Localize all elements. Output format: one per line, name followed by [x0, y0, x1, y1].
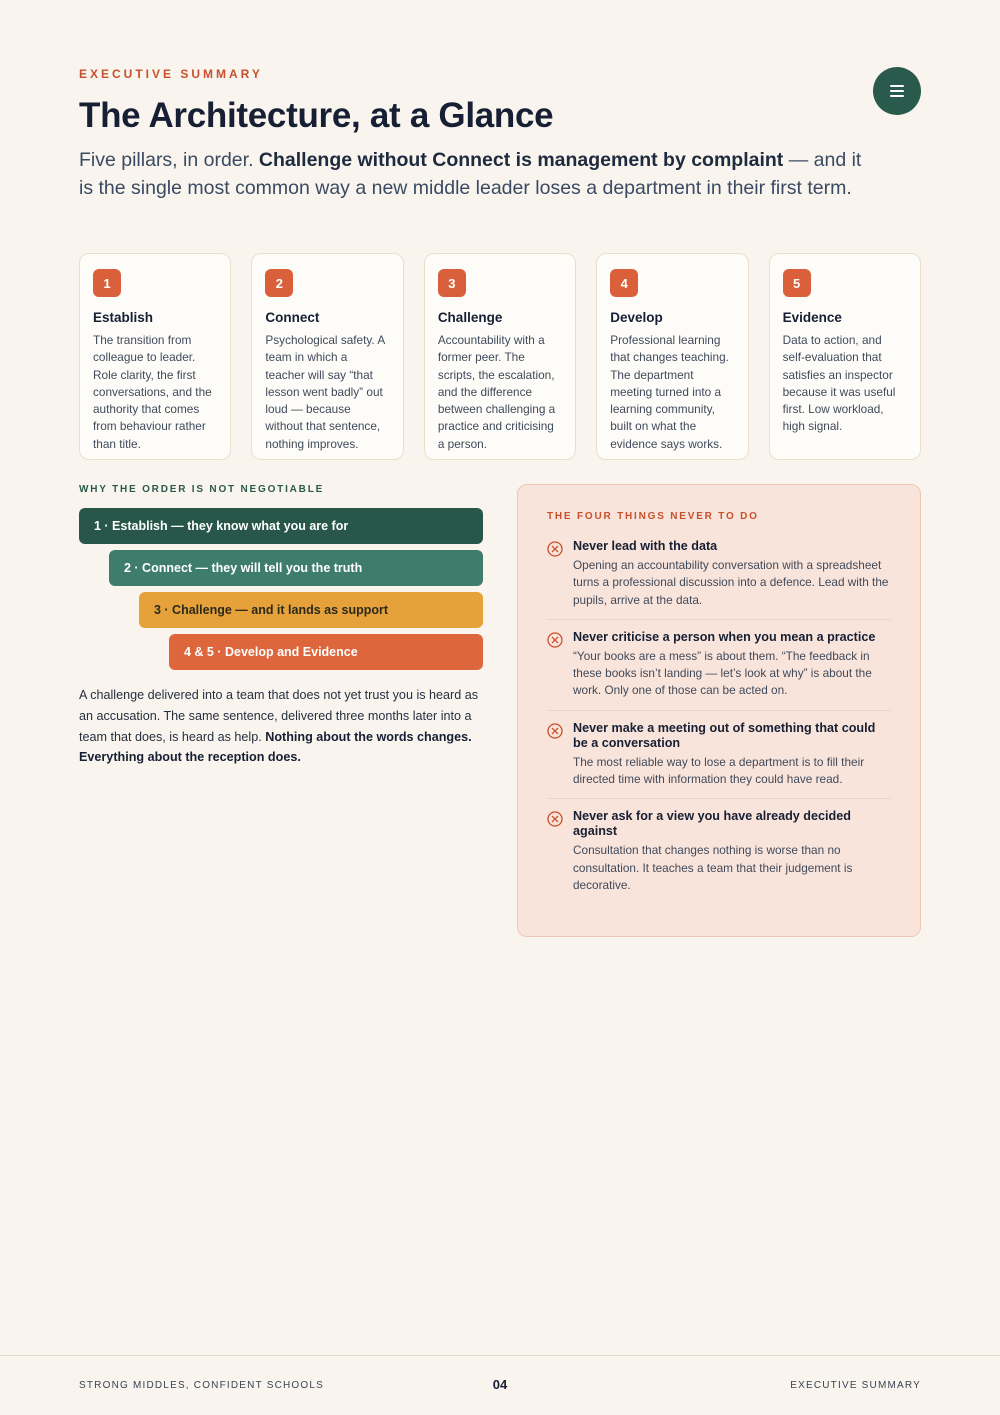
order-body: A challenge delivered into a team that does not yet trust you is heard as an accusation. The same sentence, delivered three months later into a team that does, is heard as help. [79, 688, 479, 744]
footer-divider [0, 1355, 1000, 1356]
order-step-establish: 1 · Establish — they know what you are for [79, 508, 483, 544]
pillar-title: Evidence [782, 310, 842, 325]
x-circle-icon [547, 811, 563, 827]
footer-section-name: EXECUTIVE SUMMARY [790, 1380, 921, 1391]
order-step-develop-evidence: 4 & 5 · Develop and Evidence [169, 634, 483, 670]
pillar-number-badge: 2 [265, 269, 293, 297]
pillars-row [79, 253, 921, 460]
footer-page-number: 04 [492, 1377, 508, 1392]
footer-publication-title: STRONG MIDDLES, CONFIDENT SCHOOLS [79, 1380, 324, 1391]
pillar-number-badge: 5 [783, 269, 811, 297]
order-step-challenge: 3 · Challenge — and it lands as support [139, 592, 483, 628]
pillar-number-badge: 4 [610, 269, 638, 297]
pillar-number-badge: 1 [93, 269, 121, 297]
never-item [547, 539, 891, 619]
pillar-description: Data to action, and self-evaluation that satisfies an inspector because it was useful first. Low workload, high signal. [782, 333, 896, 434]
never-item [547, 619, 891, 710]
never-item-heading: Never make a meeting out of something that could be a conversation [573, 720, 876, 750]
never-item-body: “Your books are a mess” is about them. “The feedback in these books isn’t landing — let’s look at why” is about the work. Only one of those can be acted on. [573, 648, 872, 698]
never-item-heading: Never criticise a person when you mean a practice [573, 629, 876, 644]
never-item-body: Consultation that changes nothing is worse than no consultation. It teaches a team that their judgement is decorative. [573, 843, 853, 892]
pillar-card-challenge [424, 253, 576, 460]
pillar-description: Accountability with a former peer. The scripts, the escalation, and the difference between challenging a practice and criticising a person. [437, 333, 556, 451]
never-do-panel [517, 484, 921, 937]
intro-lead: Five pillars, in order. [79, 149, 259, 171]
never-item-heading: Never ask for a view you have already decided against [573, 809, 851, 839]
x-circle-icon [547, 723, 563, 739]
pillar-title: Develop [610, 310, 663, 325]
pillar-card-evidence [769, 253, 921, 460]
intro-rest: — and it is the single most common way a new middle leader loses a department in their first term. [79, 149, 862, 199]
intro-emphasis: Challenge without Connect is management by complaint [258, 149, 784, 171]
intro-paragraph [79, 146, 879, 202]
pillar-card-connect [251, 253, 403, 460]
pillar-card-establish [79, 253, 231, 460]
pillar-description: The transition from colleague to leader. Role clarity, the first conversations, and the authority that comes from behaviour rather than title. [93, 333, 212, 451]
order-section-label: WHY THE ORDER IS NOT NEGOTIABLE [79, 484, 325, 495]
never-item-body: Opening an accountability conversation with a spreadsheet turns a professional discussion into a defence. Lead with the pupils, arrive at the data. [573, 558, 889, 607]
section-eyebrow: EXECUTIVE SUMMARY [79, 67, 263, 81]
never-panel-title: THE FOUR THINGS NEVER TO DO [547, 511, 759, 522]
never-item-heading: Never lead with the data [573, 539, 718, 553]
never-item-body: The most reliable way to lose a department is to fill their directed time with information they could have read. [573, 754, 865, 787]
x-circle-icon [547, 632, 563, 648]
x-circle-icon [547, 541, 563, 557]
order-body-bold: Nothing about the words changes. Everything about the reception does. [79, 729, 472, 765]
pillar-card-develop [596, 253, 748, 460]
menu-icon [890, 85, 904, 97]
never-item [547, 798, 891, 904]
never-item [547, 710, 891, 799]
page-title: The Architecture, at a Glance [79, 96, 554, 135]
pillar-title: Establish [93, 310, 154, 325]
menu-button[interactable] [873, 67, 921, 115]
pillar-number-badge: 3 [438, 269, 466, 297]
pillar-description: Psychological safety. A team in which a teacher will say “that lesson went badly” out loud — because without that sentence, nothing improves. [265, 333, 385, 451]
pillar-description: Professional learning that changes teaching. The department meeting turned into a learning community, built on what the evidence says works. [610, 333, 729, 451]
order-explanation [79, 685, 489, 768]
pillar-title: Challenge [437, 310, 503, 325]
order-step-connect: 2 · Connect — they will tell you the truth [109, 550, 483, 586]
pillar-title: Connect [265, 310, 320, 325]
